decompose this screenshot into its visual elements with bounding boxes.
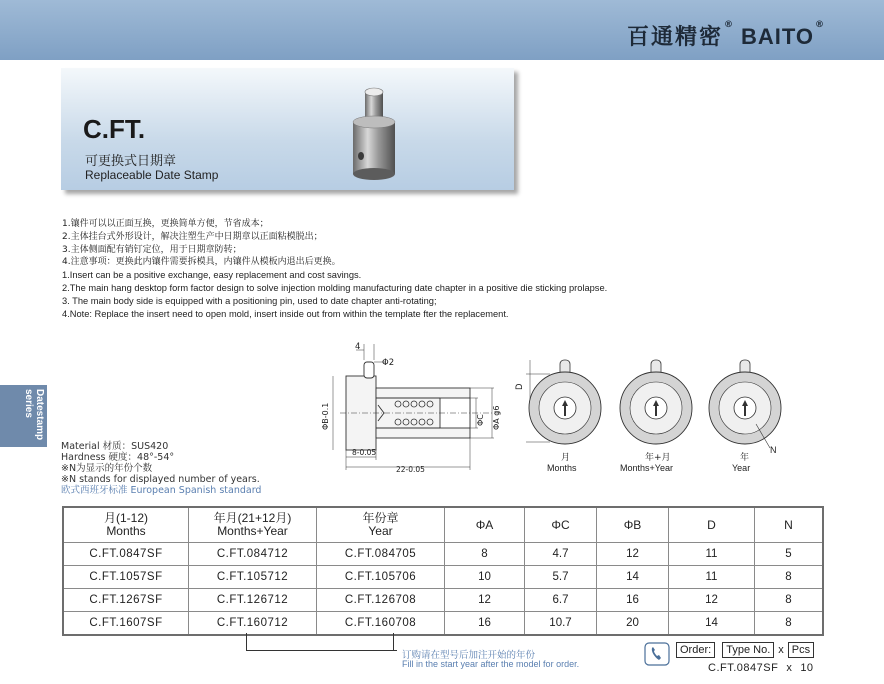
feature-cn-3: 3.主体侧面配有销钉定位，用于日期章防转； xyxy=(62,244,242,255)
table-cell: 8 xyxy=(445,543,525,566)
table-cell: C.FT.1267SF xyxy=(63,589,189,612)
series-side-tab xyxy=(0,385,47,447)
header-months-en: Months xyxy=(106,524,146,538)
order-pcs: Pcs xyxy=(788,642,814,658)
series-side-tab-label xyxy=(23,389,45,440)
order-label: Order: xyxy=(676,642,715,658)
standard-line: 欧式西班牙标准 European Spanish standard xyxy=(61,485,262,496)
months-dial xyxy=(526,360,601,444)
table-cell: 20 xyxy=(597,612,669,636)
table-cell: 11 xyxy=(669,543,755,566)
header-months-year-en: Months+Year xyxy=(217,524,288,538)
months-cn: 月 xyxy=(561,453,571,463)
table-cell: 16 xyxy=(445,612,525,636)
table-cell: 12 xyxy=(597,543,669,566)
table-cell: 14 xyxy=(669,612,755,636)
order-note-en: Fill in the start year after the model for order. xyxy=(402,659,580,669)
technical-drawing xyxy=(300,338,840,478)
table-cell: 8 xyxy=(755,566,824,589)
side-tab-line1: Datestamp xyxy=(34,389,45,441)
phone-icon xyxy=(644,642,670,666)
table-cell: 12 xyxy=(445,589,525,612)
order-example-x: x xyxy=(786,662,793,674)
dim-phiC: ΦC xyxy=(476,414,485,426)
header-months-cn: 月(1-12) xyxy=(103,511,148,525)
year-cn: 年 xyxy=(740,453,750,463)
dim-phiA: ΦA g6 xyxy=(492,405,501,430)
note-bracket-line xyxy=(246,633,397,651)
order-x: x xyxy=(778,644,784,656)
table-cell: C.FT.105712 xyxy=(189,566,317,589)
header-D: D xyxy=(669,507,755,543)
feature-en-4: 4.Note: Replace the insert need to open mold, insert inside out from within the template fter the replacement. xyxy=(62,308,509,319)
table-cell: C.FT.0847SF xyxy=(63,543,189,566)
dim-phiB: ΦB-0.1 xyxy=(321,402,330,430)
table-cell: 16 xyxy=(597,589,669,612)
brand-logo xyxy=(627,20,826,51)
table-row xyxy=(63,543,823,566)
order-format xyxy=(676,642,814,658)
top-banner-bar xyxy=(0,0,884,60)
dim-8: 8-0.05 xyxy=(352,448,377,457)
table-row xyxy=(63,589,823,612)
product-banner xyxy=(61,68,514,190)
feature-en-2: 2.The main hang desktop form factor design to solve injection molding manufacturing date chapter in a positive die sticking prolapse. xyxy=(62,282,608,293)
date-stamp-product-image xyxy=(343,86,403,186)
order-type-no: Type No. xyxy=(722,642,774,658)
table-cell: 4.7 xyxy=(525,543,597,566)
material-spec xyxy=(61,441,261,496)
table-cell: 8 xyxy=(755,612,824,636)
months-year-cn: 年+月 xyxy=(645,453,671,463)
header-year-cn: 年份章 xyxy=(362,511,399,525)
dim-4: 4 xyxy=(355,342,361,352)
brand-reg-mark: ® xyxy=(723,20,735,30)
hardness-line: Hardness 硬度：48°-54° xyxy=(61,452,175,463)
brand-en: BAITO xyxy=(740,24,814,49)
header-months-year-cn: 年月(21+12月) xyxy=(213,511,292,525)
table-cell: 12 xyxy=(669,589,755,612)
table-cell: 8 xyxy=(755,589,824,612)
feature-cn-2: 2.主体挂台式外形设计，解决注塑生产中日期章以正面粘模脱出； xyxy=(62,231,323,242)
table-cell: C.FT.160712 xyxy=(189,612,317,636)
year-dial xyxy=(709,360,781,448)
table-cell: 5 xyxy=(755,543,824,566)
feature-cn-1: 1.镶件可以以正面互换，更换简单方便，节省成本； xyxy=(62,219,269,229)
n-note-en: ※N stands for displayed number of years. xyxy=(61,474,260,485)
order-note-cn: 订购请在型号后加注开始的年份 xyxy=(402,650,536,661)
order-example-code: C.FT.0847SF xyxy=(708,662,779,674)
feature-list xyxy=(62,218,842,320)
dim-phi2: Φ2 xyxy=(382,358,395,368)
table-cell: C.FT.126712 xyxy=(189,589,317,612)
table-cell: C.FT.1607SF xyxy=(63,612,189,636)
table-row xyxy=(63,566,823,589)
table-cell: 10.7 xyxy=(525,612,597,636)
table-cell: C.FT.084705 xyxy=(317,543,445,566)
months-en: Months xyxy=(547,463,577,473)
table-cell: C.FT.126708 xyxy=(317,589,445,612)
dim-22: 22-0.05 xyxy=(396,465,425,474)
header-phiC: ΦC xyxy=(525,507,597,543)
header-N: N xyxy=(755,507,824,543)
product-subtitle-cn: 可更换式日期章 xyxy=(85,154,177,169)
material-line: Material 材质：SUS420 xyxy=(61,441,169,452)
brand-en-reg-mark: ® xyxy=(815,20,826,30)
header-year-en: Year xyxy=(368,524,393,538)
header-phiB: ΦB xyxy=(597,507,669,543)
months-year-en: Months+Year xyxy=(620,463,673,473)
feature-cn-4: 4.注意事项：更换此内镶件需要拆模具，内镶件从模板内退出后更换。 xyxy=(62,257,341,268)
product-subtitle-en: Replaceable Date Stamp xyxy=(85,168,219,182)
table-cell: 6.7 xyxy=(525,589,597,612)
note-bracket-line-right xyxy=(393,633,394,650)
table-cell: C.FT.084712 xyxy=(189,543,317,566)
table-cell: 11 xyxy=(669,566,755,589)
brand-cn: 百通精密 xyxy=(626,25,723,50)
side-tab-line2: series xyxy=(23,389,34,418)
table-header-row xyxy=(63,507,823,543)
feature-en-3: 3. The main body side is equipped with a positioning pin, used to date chapter anti-rotating; xyxy=(62,295,437,306)
year-en: Year xyxy=(732,463,751,473)
dim-N: N xyxy=(770,445,777,455)
table-cell: 10 xyxy=(445,566,525,589)
header-year xyxy=(317,507,445,543)
n-note-cn: ※N为显示的年份个数 xyxy=(61,463,153,474)
table-cell: C.FT.1057SF xyxy=(63,566,189,589)
table-cell: C.FT.105706 xyxy=(317,566,445,589)
table-row xyxy=(63,612,823,636)
header-phiA: ΦA xyxy=(445,507,525,543)
product-title: C.FT. xyxy=(83,114,146,144)
table-cell: 14 xyxy=(597,566,669,589)
table-cell: 5.7 xyxy=(525,566,597,589)
table-cell: C.FT.160708 xyxy=(317,612,445,636)
header-months-year xyxy=(189,507,317,543)
order-example-qty: 10 xyxy=(800,662,814,674)
spec-table xyxy=(62,506,824,636)
header-months xyxy=(63,507,189,543)
order-example xyxy=(708,662,814,674)
months-year-dial xyxy=(620,360,692,444)
feature-en-1: 1.Insert can be a positive exchange, easy replacement and cost savings. xyxy=(62,270,362,281)
dim-D: D xyxy=(515,383,525,390)
